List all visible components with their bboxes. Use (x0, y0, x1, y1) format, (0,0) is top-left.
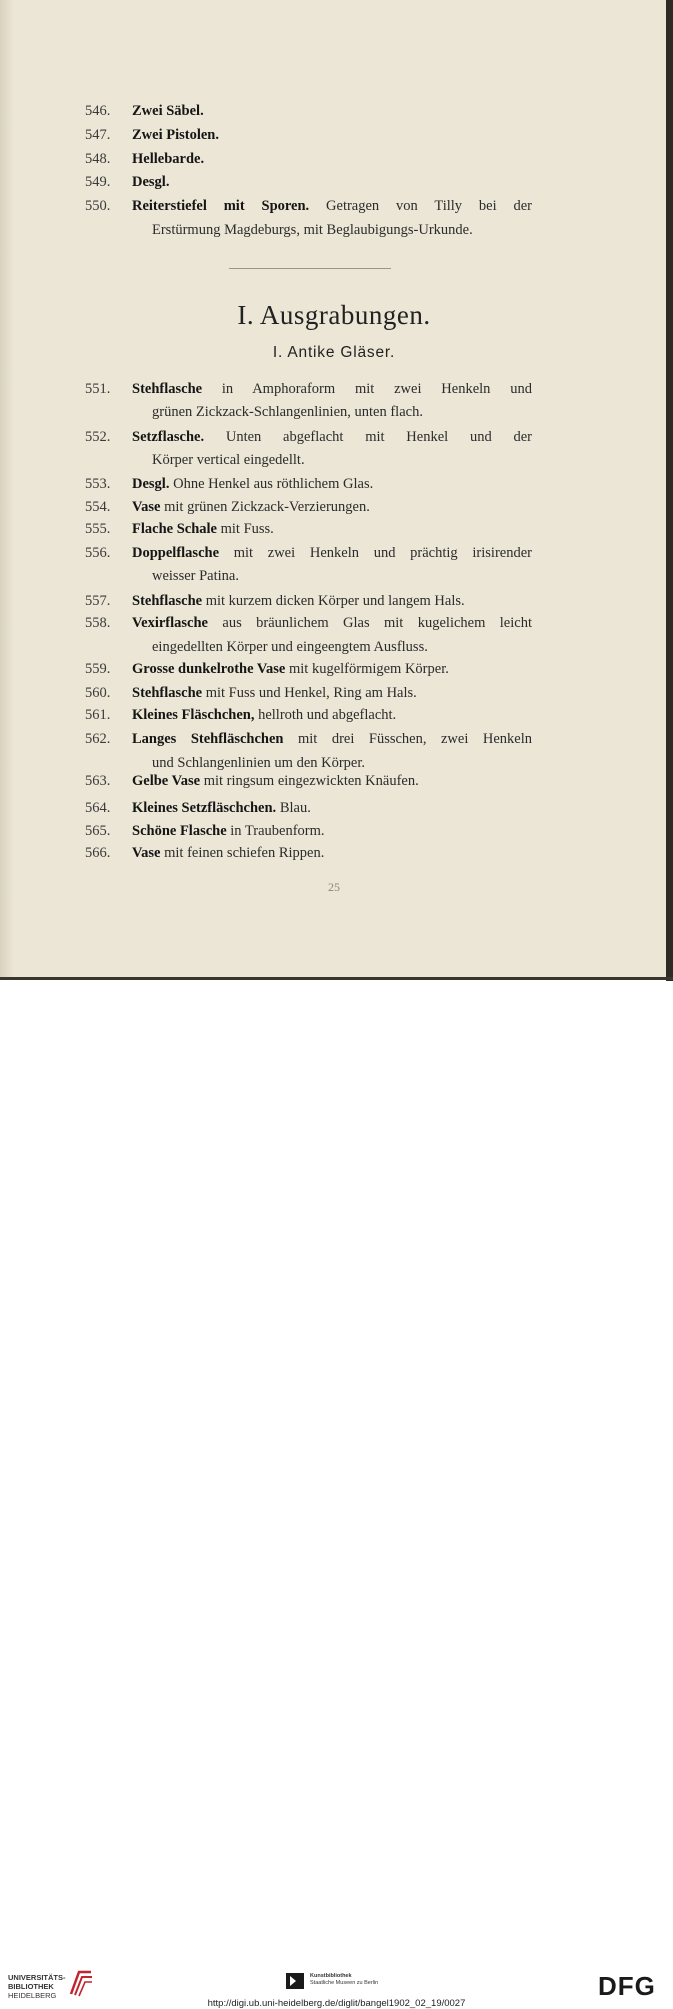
entry-line (132, 614, 532, 632)
entry-number: 560. (85, 685, 111, 701)
entry-number: 562. (85, 731, 111, 747)
uni-label-line1: UNIVERSITÄTS- (8, 1973, 66, 1982)
subsection-heading: I. Antike Gläser. (272, 344, 396, 361)
entry-continuation: weisser Patina. (152, 568, 239, 584)
entry-description: mit kurzem dicken Körper und langem Hals. (202, 593, 465, 609)
entry-title: Stehflasche (132, 593, 203, 609)
entry-line (132, 126, 532, 144)
entry-line (132, 772, 532, 790)
entry-number: 565. (85, 823, 111, 839)
entry-description: aus bräunlichem Glas mit kugelichem leicht (207, 615, 532, 631)
entry-description: Getragen von Tilly bei der (309, 198, 532, 214)
entry-line (132, 706, 532, 724)
entry-title: Langes Stehfläschchen (132, 731, 284, 747)
entry-line (132, 173, 532, 191)
entry-description: mit ringsum eingezwickten Knäufen. (200, 773, 419, 789)
entry-continuation: und Schlangenlinien um den Körper. (152, 755, 366, 771)
scanned-page (0, 0, 668, 979)
entry-description: mit kugelförmigem Körper. (285, 661, 449, 677)
entry-description: in Traubenform. (226, 823, 325, 839)
entry-number: 558. (85, 615, 111, 631)
entry-title: Flache Schale (132, 521, 217, 537)
page-edge-right (666, 0, 673, 981)
entry-number: 547. (85, 127, 111, 143)
entry-continuation: grünen Zickzack-Schlangenlinien, unten flach. (152, 404, 423, 420)
entry-title: Setzflasche. (132, 429, 205, 445)
entry-line (132, 844, 532, 862)
entry-continuation: Körper vertical eingedellt. (152, 452, 305, 468)
entry-title: Kleines Setzfläschchen. (132, 800, 277, 816)
entry-title: Schöne Flasche (132, 823, 227, 839)
entry-number: 561. (85, 707, 111, 723)
entry-title: Stehflasche (132, 381, 203, 397)
entry-number: 549. (85, 174, 111, 190)
entry-continuation: Erstürmung Magdeburgs, mit Beglaubigungs-Urkunde. (152, 222, 473, 238)
entry-description: hellroth und abgeflacht. (254, 707, 397, 723)
entry-number: 556. (85, 545, 111, 561)
page-edge-bottom (0, 977, 673, 980)
entry-number: 552. (85, 429, 111, 445)
kb-label-line2: Staatliche Museen zu Berlin (310, 1980, 379, 1986)
entry-description: mit Fuss und Henkel, Ring am Hals. (202, 685, 417, 701)
uni-heidelberg-logo-icon[interactable] (68, 1968, 94, 1998)
entry-title: Vase (132, 499, 161, 515)
entry-number: 557. (85, 593, 111, 609)
entry-line (132, 428, 532, 446)
uni-label-line2: BIBLIOTHEK (8, 1982, 54, 1991)
entry-title: Reiterstiefel mit Sporen. (132, 198, 310, 214)
entry-title: Desgl. (132, 476, 170, 492)
entry-number: 566. (85, 845, 111, 861)
entry-line (132, 660, 532, 678)
page-number: 25 (328, 880, 340, 894)
entry-description: mit Fuss. (216, 521, 274, 537)
entry-line (132, 102, 532, 120)
entry-line (132, 544, 532, 562)
entry-description: mit feinen schiefen Rippen. (160, 845, 325, 861)
entry-line (132, 799, 532, 817)
entry-line (132, 684, 532, 702)
entry-line (132, 592, 532, 610)
entry-number: 555. (85, 521, 111, 537)
entry-line (132, 380, 532, 398)
entry-title: Hellebarde. (132, 151, 205, 167)
section-heading: I. Ausgrabungen. (237, 300, 431, 330)
entry-continuation: eingedellten Körper und eingeengtem Ausfluss. (152, 639, 428, 655)
entry-title: Zwei Pistolen. (132, 127, 219, 143)
entry-line (132, 150, 532, 168)
uni-label-line3: HEIDELBERG (8, 1991, 57, 2000)
kunstbibliothek-label[interactable] (310, 1973, 378, 1987)
entry-number: 550. (85, 198, 111, 214)
entry-number: 546. (85, 103, 111, 119)
entry-title: Doppelflasche (132, 545, 219, 561)
entry-number: 559. (85, 661, 111, 677)
entry-line (132, 822, 532, 840)
source-url-link[interactable]: http://digi.ub.uni-heidelberg.de/diglit/bangel1902_02_19/0027 (207, 1998, 466, 2009)
entry-title: Kleines Fläschchen, (132, 707, 255, 723)
entry-title: Vase (132, 845, 161, 861)
entry-title: Gelbe Vase (132, 773, 201, 789)
entry-number: 551. (85, 381, 111, 397)
entry-description: Blau. (276, 800, 311, 816)
entry-title: Stehflasche (132, 685, 203, 701)
entry-title: Vexirflasche (132, 615, 208, 631)
entry-title: Desgl. (132, 174, 170, 190)
entry-number: 564. (85, 800, 111, 816)
dfg-logo[interactable]: DFG (598, 1971, 656, 2001)
section-divider (229, 268, 391, 269)
uni-heidelberg-label[interactable] (8, 1973, 66, 2000)
entry-line (132, 498, 532, 516)
entry-description: Ohne Henkel aus röthlichem Glas. (169, 476, 374, 492)
page-gutter-shadow (0, 0, 14, 979)
entry-line (132, 520, 532, 538)
entry-description: mit zwei Henkeln und prächtig irisirender (219, 545, 532, 561)
entry-description: Unten abgeflacht mit Henkel und der (204, 429, 532, 445)
entry-line (132, 730, 532, 748)
entry-title: Grosse dunkelrothe Vase (132, 661, 286, 677)
entry-title: Zwei Säbel. (132, 103, 204, 119)
entry-line (132, 475, 532, 493)
entry-number: 548. (85, 151, 111, 167)
entry-description: in Amphoraform mit zwei Henkeln und (202, 381, 532, 397)
kunstbibliothek-logo-icon[interactable] (286, 1973, 304, 1989)
entry-line (132, 197, 532, 215)
entry-number: 554. (85, 499, 111, 515)
kb-label-line1: Kunstbibliothek (310, 1973, 352, 1979)
entry-description: mit drei Füsschen, zwei Henkeln (283, 731, 532, 747)
footer-bar (0, 981, 673, 2009)
entry-number: 553. (85, 476, 111, 492)
entry-number: 563. (85, 773, 111, 789)
entry-description: mit grünen Zickzack-Verzierungen. (160, 499, 370, 515)
